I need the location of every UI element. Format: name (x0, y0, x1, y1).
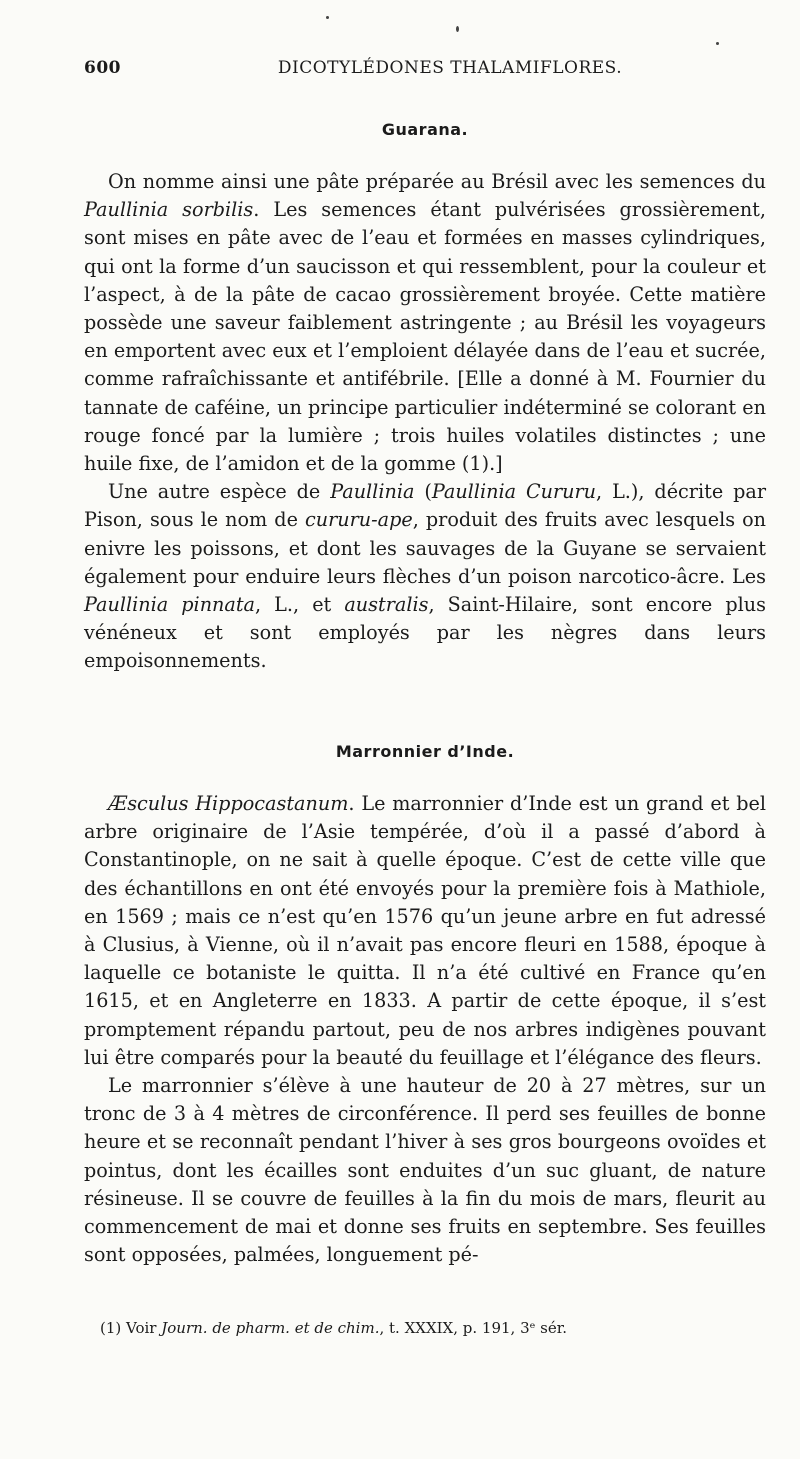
paragraph (84, 168, 766, 478)
section-marronnier-text (84, 790, 766, 1269)
italic-text: Paullinia sorbilis (84, 198, 254, 222)
italic-text: Æsculus Hippocastanum (108, 792, 349, 815)
italic-text: Paullinia pinnata (84, 593, 255, 617)
text-run: ( (414, 480, 432, 504)
italic-text: Journ. de pharm. et de chim. (161, 1319, 380, 1337)
paragraph (84, 478, 766, 675)
print-speck (456, 26, 459, 32)
text-run: (1) Voir (100, 1319, 162, 1337)
text-run: , L., et (255, 593, 345, 617)
section-guarana-text (84, 168, 766, 676)
page-number: 600 (84, 58, 121, 78)
paragraph (84, 1072, 766, 1269)
italic-text: australis (344, 593, 429, 617)
italic-text: Paullinia (330, 480, 415, 504)
footnote (100, 1318, 766, 1338)
print-speck (716, 42, 719, 45)
text-run: , produit des fruits avec lesquels on enivre les poissons, et dont les sauvages de la Guyane se servaient également pour enduire leurs flèches d’un poison narcotico-âcre. Les (84, 508, 767, 588)
italic-text: cururu-ape (304, 508, 413, 532)
running-head (84, 58, 766, 88)
text-run: On nomme ainsi une pâte préparée au Brésil avec les semences du (108, 170, 766, 193)
paragraph (84, 790, 766, 1072)
text-run: . Les semences étant pulvérisées grossièrement, sont mises en pâte avec de l’eau et formées en masses cylindriques, qui ont la forme d’un saucisson et qui ressemblent, pour la couleur et l’aspect, à de la pâte de cacao grossièrement broyée. Cette matière possède une saveur faiblement astringente ; au Brésil les voyageurs en emportent avec eux et l’emploient délayée dans de l’eau et sucrée, comme rafraîchissante et antifébrile. [Elle a donné à M. Fournier du tannate de caféine, un principe particulier indéterminé se colorant en rouge foncé par la lumière ; trois huiles volatiles distinctes ; une huile fixe, de l’amidon et de la gomme (1).] (84, 198, 766, 476)
text-run: Une autre espèce de (108, 480, 331, 504)
running-title: DICOTYLÉDONES THALAMIFLORES. (277, 58, 623, 78)
text-run: , Saint-Hilaire, sont encore plus vénéneux et sont employés par les nègres dans leurs empoisonnements. (84, 593, 766, 673)
italic-text: Paullinia Cururu (431, 480, 597, 504)
section-heading-marronnier: Marronnier d’Inde. (335, 742, 515, 761)
text-run: . Le marronnier d’Inde est un grand et bel arbre originaire de l’Asie tempérée, d’où il a passé d’abord à Constantinople, on ne sait à quelle époque. C’est de cette ville que des échantillons en ont été envoyés pour la première fois à Mathiole, en 1569 ; mais ce n’est qu’en 1576 qu’un jeune arbre en fut adressé à Clusius, à Vienne, où il n’avait pas encore fleuri en 1588, époque à laquelle ce botaniste le quitta. Il n’a été cultivé en France qu’en 1615, et en Angleterre en 1833. A partir de cette époque, il s’est promptement répandu partout, peu de nos arbres indigènes pouvant lui être comparés pour la beauté du feuillage et l’élégance des fleurs. (84, 792, 766, 1069)
section-heading-guarana: Guarana. (381, 120, 469, 139)
text-run: Le marronnier s’élève à une hauteur de 20 à 27 mètres, sur un tronc de 3 à 4 mètres de circonférence. Il perd ses feuilles de bonne heure et se reconnaît pendant l’hiver à ses gros bourgeons ovoïdes et pointus, dont les écailles sont enduites d’un suc gluant, de nature résineuse. Il se couvre de feuilles à la fin du mois de mars, fleurit au commencement de mai et donne ses fruits en septembre. Ses feuilles sont opposées, palmées, longuement pé- (84, 1074, 766, 1267)
text-run: , t. XXXIX, p. 191, 3ᵉ sér. (379, 1319, 568, 1337)
print-speck (326, 16, 329, 19)
text-run: , L.), décrite par Pison, sous le nom de (84, 480, 766, 532)
